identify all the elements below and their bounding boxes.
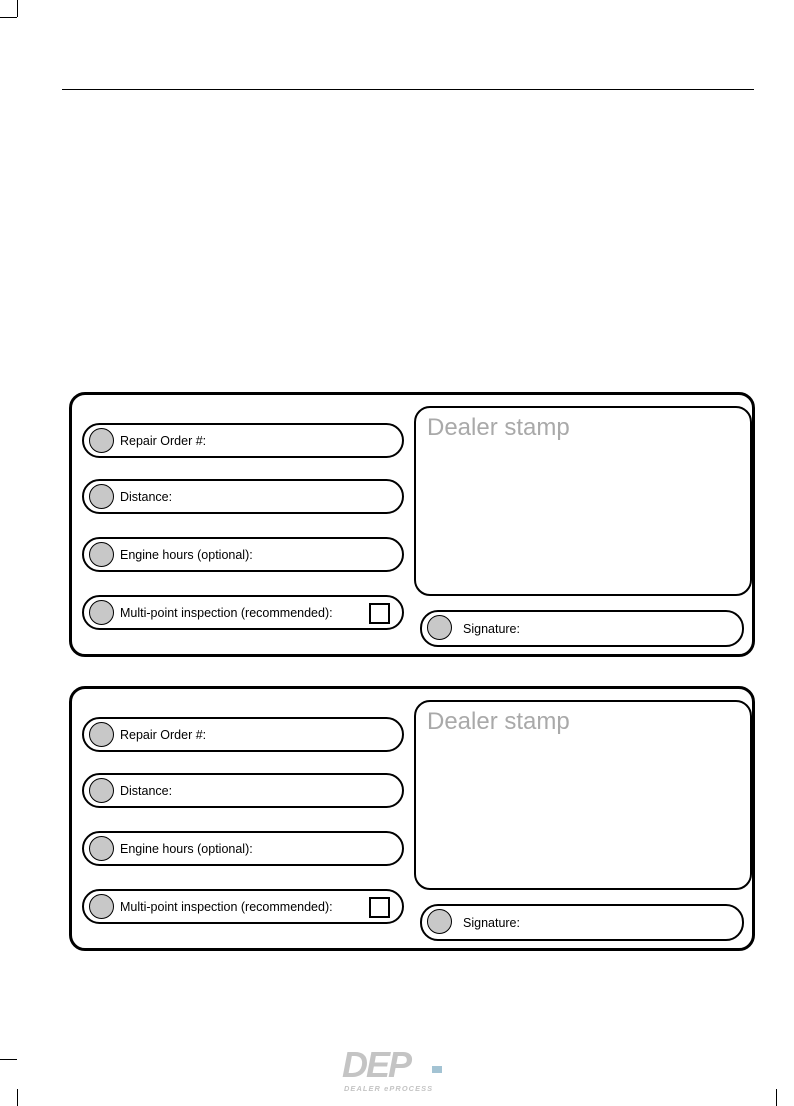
crop-mark-top-left (17, 0, 18, 17)
crop-mark-bottom-left (17, 1089, 18, 1106)
logo-accent-mark (432, 1066, 442, 1073)
dealer-eprocess-logo (340, 1046, 456, 1096)
bullet-circle-icon (89, 428, 114, 453)
crop-mark-top-left-h (0, 17, 17, 18)
bullet-circle-icon (89, 600, 114, 625)
signature-label: Signature: (463, 916, 520, 930)
service-record-card (69, 686, 755, 951)
bullet-circle-icon (427, 615, 452, 640)
dealer-stamp-box (414, 406, 752, 596)
signature-label: Signature: (463, 622, 520, 636)
engine-hours-field[interactable] (82, 537, 404, 572)
distance-label: Distance: (120, 784, 173, 798)
engine-hours-field[interactable] (82, 831, 404, 866)
bullet-circle-icon (89, 778, 114, 803)
multipoint-inspection-field (82, 889, 404, 924)
engine-hours-label: Engine hours (optional): (120, 842, 253, 856)
service-record-card (69, 392, 755, 657)
repair-order-field[interactable] (82, 717, 404, 752)
bullet-circle-icon (89, 722, 114, 747)
bullet-circle-icon (427, 909, 452, 934)
logo-letters: DEP (342, 1046, 411, 1085)
engine-hours-label: Engine hours (optional): (120, 548, 253, 562)
signature-field[interactable] (420, 610, 744, 647)
distance-field[interactable] (82, 479, 404, 514)
crop-mark-bottom-right (776, 1089, 777, 1106)
bullet-circle-icon (89, 542, 114, 567)
crop-mark-bottom-left-h (0, 1059, 17, 1060)
bullet-circle-icon (89, 836, 114, 861)
dealer-stamp-box (414, 700, 752, 890)
repair-order-label: Repair Order #: (120, 728, 207, 742)
multipoint-inspection-label: Multi-point inspection (recommended): (120, 900, 333, 914)
distance-field[interactable] (82, 773, 404, 808)
repair-order-label: Repair Order #: (120, 434, 207, 448)
repair-order-field[interactable] (82, 423, 404, 458)
bullet-circle-icon (89, 484, 114, 509)
bullet-circle-icon (89, 894, 114, 919)
dealer-stamp-title: Dealer stamp (427, 708, 570, 735)
signature-field[interactable] (420, 904, 744, 941)
multipoint-inspection-checkbox[interactable] (369, 603, 390, 624)
multipoint-inspection-label: Multi-point inspection (recommended): (120, 606, 333, 620)
multipoint-inspection-field (82, 595, 404, 630)
dealer-stamp-title: Dealer stamp (427, 414, 570, 441)
logo-tagline: DEALER ePROCESS (344, 1084, 434, 1093)
header-rule (62, 89, 754, 90)
distance-label: Distance: (120, 490, 173, 504)
multipoint-inspection-checkbox[interactable] (369, 897, 390, 918)
